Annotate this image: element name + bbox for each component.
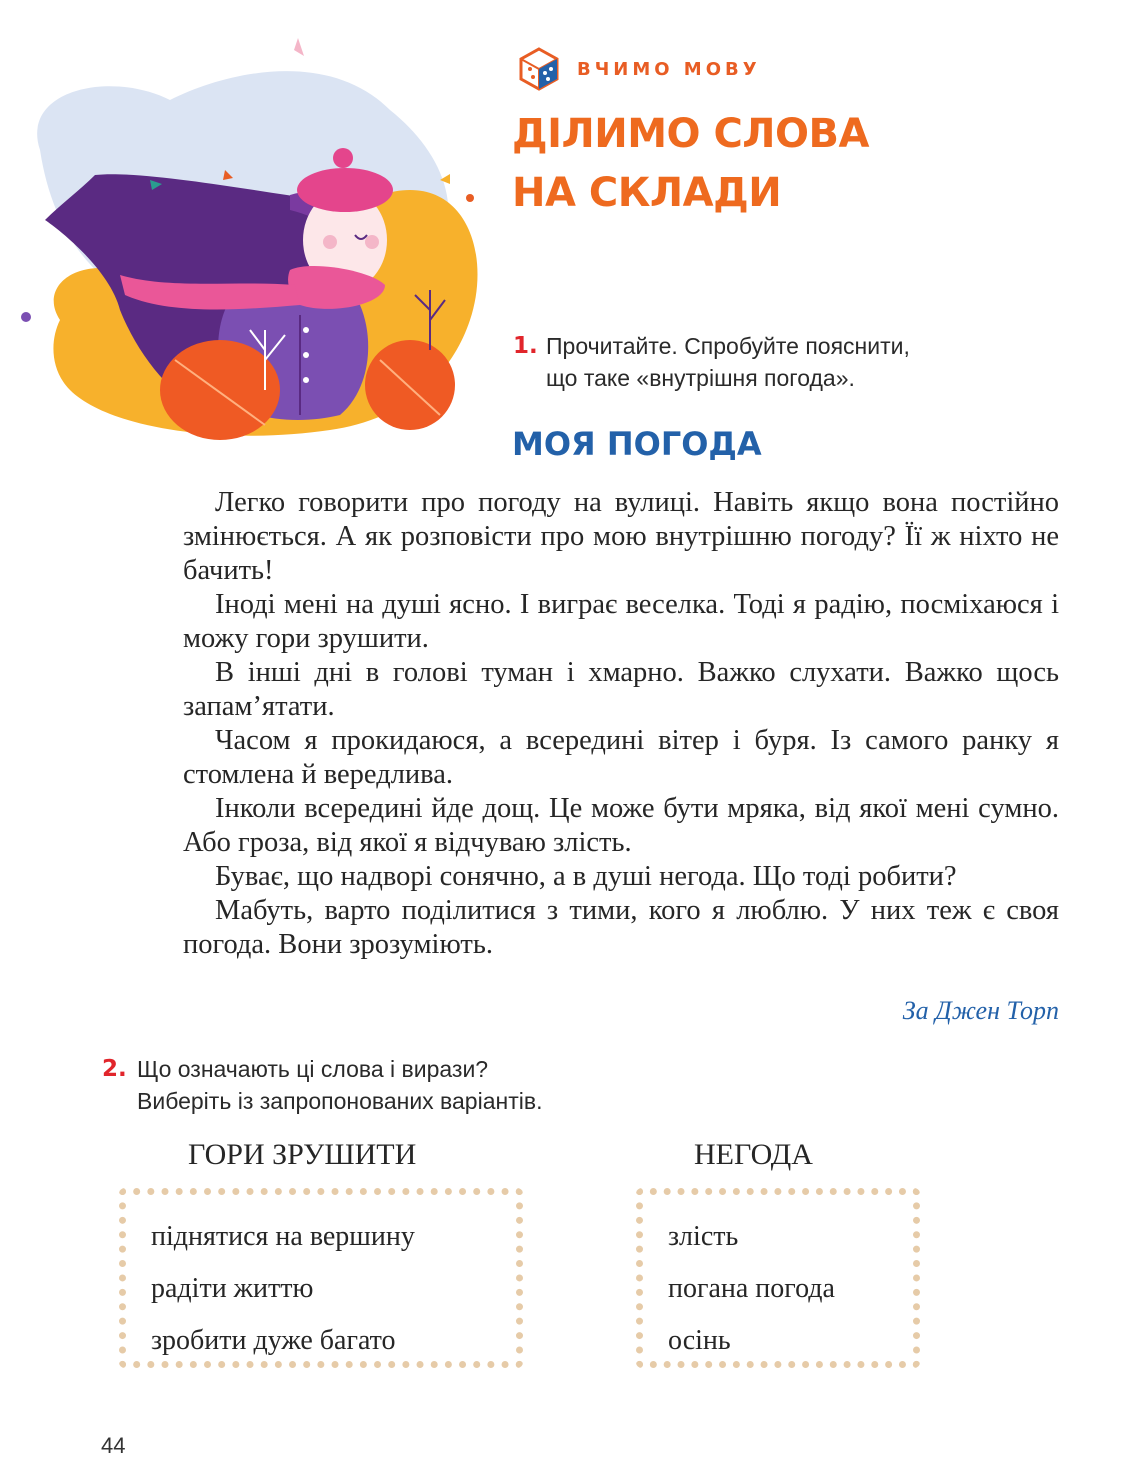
- task-text-line2: Виберіть із запропонованих варіантів.: [137, 1088, 543, 1114]
- story-paragraph: Інколи всередині йде дощ. Це може бути мряка, від якої мені сумно. Або гроза, від якої я відчуваю злість.: [183, 793, 1059, 858]
- option-item: злість: [668, 1221, 739, 1252]
- section-label: [517, 47, 761, 91]
- task-text-line1: Прочитайте. Спробуйте пояснити,: [546, 333, 910, 359]
- title-line2: НА СКЛАДИ: [512, 170, 782, 216]
- story-paragraph: В інші дні в голові туман і хмарно. Важко слухати. Важко щось запам’ятати.: [183, 657, 1059, 722]
- title-line1: ДІЛИМО СЛОВА: [512, 111, 869, 157]
- page-number: 44: [101, 1433, 126, 1458]
- options-box-1: [119, 1188, 523, 1368]
- task-number: 1.: [513, 333, 538, 359]
- options-box-2: [636, 1188, 920, 1368]
- task-2: [102, 1053, 737, 1117]
- girl-autumn-illustration: [0, 30, 500, 450]
- column-title-1: ГОРИ ЗРУШИТИ: [188, 1138, 417, 1171]
- task-1: [513, 330, 1026, 394]
- section-label-text: ВЧИМО МОВУ: [577, 58, 761, 80]
- story-paragraph: Мабуть, варто поділитися з тими, кого я люблю. У них теж є своя погода. Вони зрозуміють.: [183, 895, 1059, 960]
- story-title: МОЯ ПОГОДА: [512, 425, 762, 463]
- dice-icon: [517, 47, 561, 91]
- option-item: осінь: [668, 1325, 731, 1356]
- column-title-2: НЕГОДА: [694, 1138, 813, 1171]
- task-number: 2.: [102, 1056, 127, 1082]
- option-item: погана погода: [668, 1273, 835, 1304]
- task-text-line2: що таке «внутрішня погода».: [546, 365, 855, 391]
- lesson-title: [512, 105, 869, 223]
- option-item: радіти життю: [151, 1273, 314, 1304]
- story-paragraph: Часом я прокидаюся, а всередині вітер і буря. Із самого ранку я стомлена й вередлива.: [183, 725, 1059, 790]
- story-paragraph: Легко говорити про погоду на вулиці. Навіть якщо вона постійно змінюється. А як розповісти про мою внутрішню погоду? Її ж ніхто не бачить!: [183, 487, 1059, 586]
- task-text-line1: Що означають ці слова і вирази?: [137, 1056, 489, 1082]
- option-item: зробити дуже багато: [151, 1325, 396, 1356]
- story-author: За Джен Торп: [902, 996, 1059, 1025]
- story-paragraph: Буває, що надворі сонячно, а в душі негода. Що тоді робити?: [215, 861, 957, 892]
- option-item: піднятися на вершину: [151, 1221, 415, 1252]
- story-text: [183, 486, 1059, 962]
- story-paragraph: Іноді мені на душі ясно. І виграє веселка. Тоді я радію, посміхаюся і можу гори зрушити.: [183, 589, 1059, 654]
